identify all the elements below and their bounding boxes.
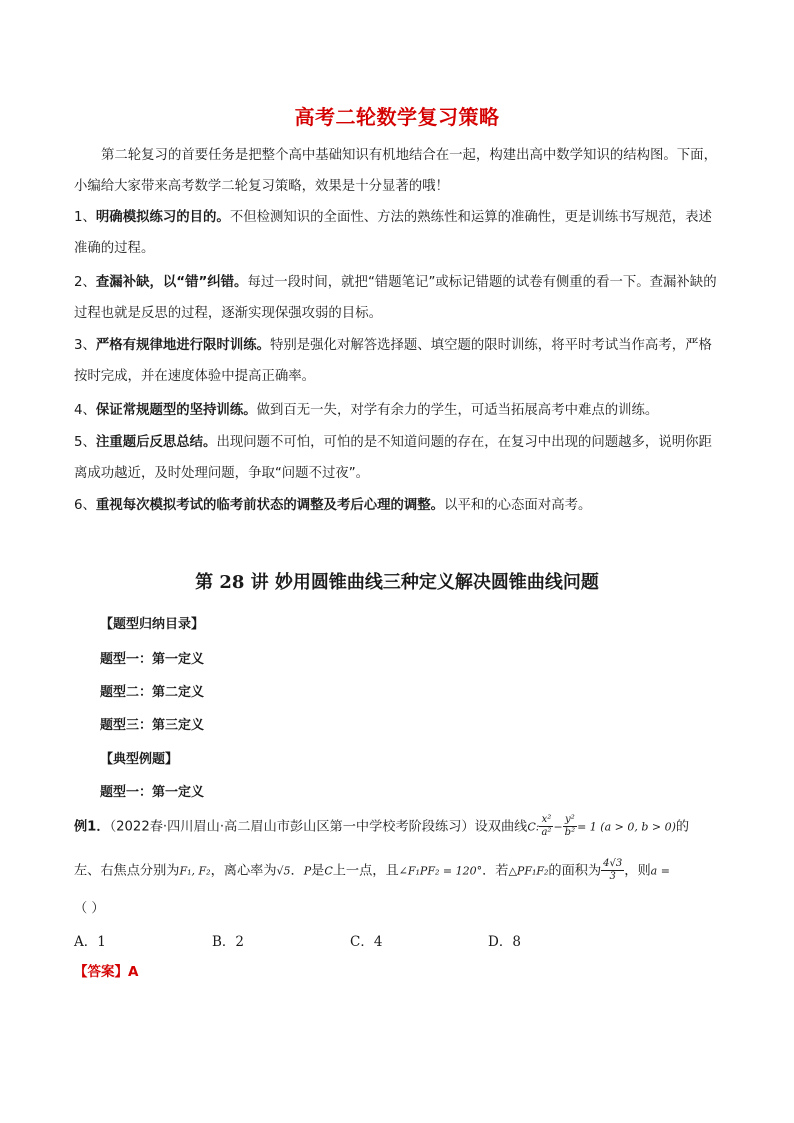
fraction-area [601,858,624,883]
tip-number: 1、 [74,210,96,225]
tip-2 [74,267,724,329]
example-line-2 [74,858,670,883]
tip-body: 出现问题不可怕，可怕的是不知道问题的存在，在复习中出现的问题越多，说明你距离成功越近，及时处理问题，争取“问题不过夜”。 [74,435,712,481]
tip-body: 每过一段时间，就把“错题笔记”或标记错题的试卷有侧重的看一下。查漏补缺的过程也就是反思的过程，逐渐实现保强攻弱的目标。 [74,275,717,321]
example-text: 的面积为 [548,863,602,879]
tip-body: 特别是强化对解答选择题、填空题的限时训练，将平时考试当作高考，严格按时完成，并在速度体验中提高正确率。 [74,338,712,384]
example-source: （2022春·四川眉山·高二眉山市彭山区第一中学校考阶段练习）设双曲线 [109,819,528,835]
fraction-x [539,814,553,839]
fraction-y [563,814,577,839]
toc-item-1: 题型一：第一定义 [100,652,205,667]
curve-c: C [324,864,333,878]
tip-body: 做到百无一失，对学有余力的学生，可适当拓展高考中难点的训练。 [256,403,659,418]
option-c: C．4 [350,934,383,950]
tip-heading: 保证常规题型的坚持训练。 [95,403,257,418]
tip-number: 4、 [74,403,96,418]
fraction-numerator: x² [539,814,553,827]
foci: F₁, F₂ [179,864,211,878]
example-line-1 [74,814,689,839]
answer-blank: （ ） [74,901,105,916]
fraction-numerator: 4√3 [603,858,623,869]
examples-heading: 【典型例题】 [100,752,179,767]
angle: ∠F₁PF₂ = 120° [398,864,483,878]
curve-name: C: [527,820,540,834]
tip-4 [74,395,724,426]
fraction-denominator: b² [564,827,576,838]
lecture-title: 第 28 讲 妙用圆锥曲线三种定义解决圆锥曲线问题 [195,572,599,593]
tip-6 [74,490,724,521]
toc-item-3: 题型三：第三定义 [100,718,205,733]
section-heading: 题型一：第一定义 [100,785,205,800]
example-text: ． [290,863,304,879]
toc-heading: 【题型归纳目录】 [100,617,205,632]
tip-heading: 注重题后反思总结。 [95,435,217,450]
tip-body: 以平和的心态面对高考。 [444,498,592,513]
triangle: △PF₁F₂ [508,864,549,878]
example-text: 左、右焦点分别为 [74,863,180,879]
example-text: ，则 [624,863,651,879]
document-title: 高考二轮数学复习策略 [294,105,500,129]
tip-1 [74,202,724,264]
tip-3 [74,330,724,392]
option-d: D．8 [488,934,521,950]
tip-number: 2、 [74,275,96,290]
tip-heading: 重视每次模拟考试的临考前状态的调整及考后心理的调整。 [95,498,445,513]
example-text: ．若 [482,863,509,879]
example-label: 例1． [74,819,110,835]
eccentricity: √5 [276,864,291,878]
answer-line: 【答案】A [74,964,139,980]
fraction-numerator: y² [563,814,577,827]
tip-number: 5、 [74,435,96,450]
equation-tail: = 1 (a > 0, b > 0) [577,820,676,834]
example-text: ，离心率为 [210,863,277,879]
tip-5 [74,427,724,489]
fraction-denominator: 3 [609,871,616,882]
tip-number: 3、 [74,338,96,353]
example-text: 的 [675,819,690,835]
intro-paragraph: 第二轮复习的首要任务是把整个高中基础知识有机地结合在一起，构建出高中数学知识的结构图。下面，小编给大家带来高考数学二轮复习策略，效果是十分显著的哦！ [74,148,717,194]
fraction-denominator: a² [541,827,552,838]
tip-number: 6、 [74,498,96,513]
minus-sign: − [553,820,563,834]
toc-item-2: 题型二：第二定义 [100,685,205,700]
option-b: B．2 [212,934,245,950]
example-text: 上一点，且 [332,863,399,879]
tip-body: 不但检测知识的全面性、方法的熟练性和运算的准确性，更是训练书写规范，表述准确的过程。 [74,210,712,256]
tip-heading: 查漏补缺，以“错”纠错。 [95,275,248,290]
option-a: A．1 [74,934,106,950]
tip-heading: 明确模拟练习的目的。 [95,210,230,225]
point-p: P [303,864,312,878]
example-text: 是 [311,863,325,879]
tip-heading: 严格有规律地进行限时训练。 [95,338,270,353]
ask-a: a = [650,864,670,878]
